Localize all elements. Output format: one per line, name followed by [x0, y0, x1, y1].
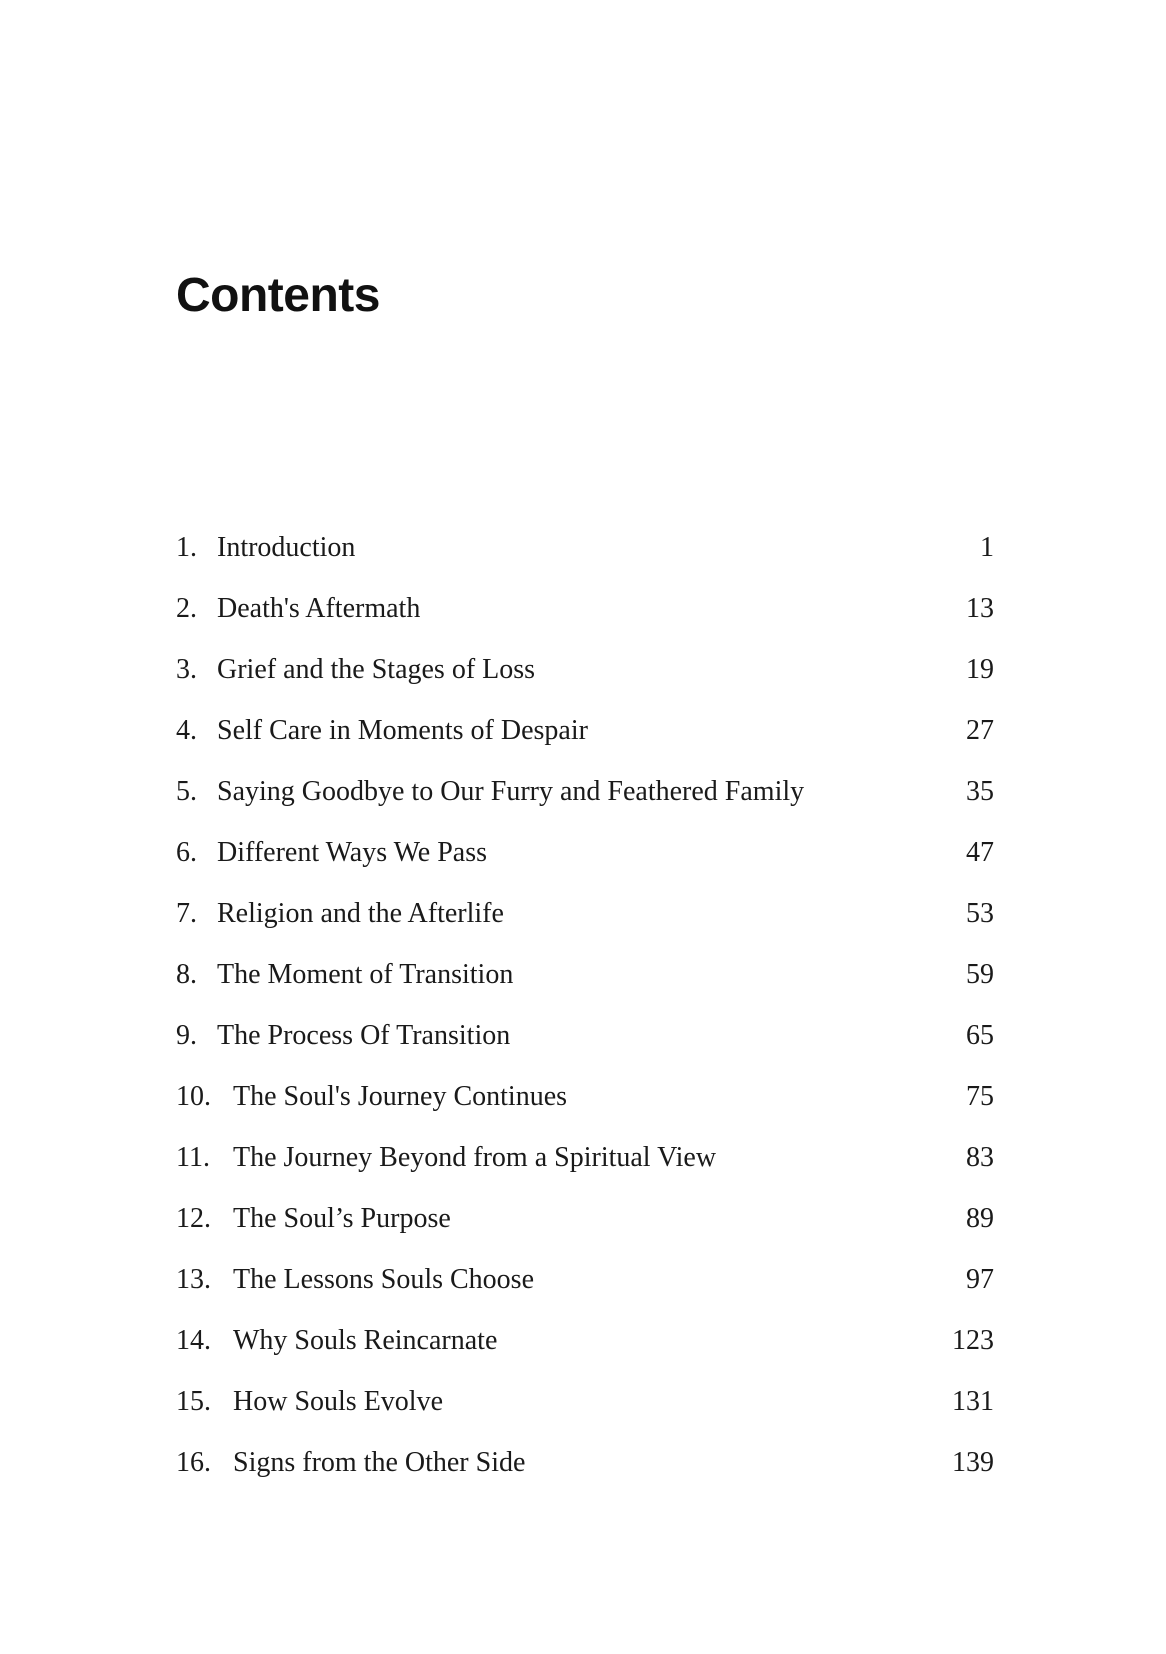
toc-entry-number: 11. — [176, 1142, 210, 1173]
toc-entry-page: 53 — [966, 898, 994, 929]
toc-entry-title: Grief and the Stages of Loss — [217, 654, 536, 685]
toc-entry-page: 27 — [966, 715, 994, 746]
toc-entry-number: 1. — [176, 532, 197, 563]
toc-entry-page: 19 — [966, 654, 994, 685]
toc-entry-number: 10. — [176, 1081, 211, 1112]
toc-entry-6 — [176, 835, 994, 896]
toc-entry-1 — [176, 530, 994, 591]
toc-entry-number: 5. — [176, 776, 197, 807]
toc-entry-title: The Soul’s Purpose — [233, 1203, 451, 1234]
toc-entry-11 — [176, 1140, 994, 1201]
toc-entry-number: 4. — [176, 715, 197, 746]
toc-entry-title: Religion and the Afterlife — [217, 898, 504, 929]
toc-entry-number: 9. — [176, 1020, 197, 1051]
toc-entry-title: Saying Goodbye to Our Furry and Feathered Family — [217, 776, 805, 807]
toc-entry-page: 131 — [952, 1386, 994, 1417]
toc-entry-8 — [176, 957, 994, 1018]
toc-entry-2 — [176, 591, 994, 652]
toc-entry-title: Introduction — [217, 532, 356, 563]
toc-entry-number: 6. — [176, 837, 197, 868]
toc-entry-title: The Moment of Transition — [217, 959, 514, 990]
toc-entry-number: 3. — [176, 654, 197, 685]
toc-entry-16 — [176, 1445, 994, 1506]
toc-entry-title: Why Souls Reincarnate — [233, 1325, 498, 1356]
toc-entry-page: 97 — [966, 1264, 994, 1295]
toc-entry-title: The Lessons Souls Choose — [233, 1264, 534, 1295]
toc-entry-page: 65 — [966, 1020, 994, 1051]
toc-entry-12 — [176, 1201, 994, 1262]
table-of-contents — [176, 530, 994, 1506]
toc-entry-number: 15. — [176, 1386, 211, 1417]
toc-entry-3 — [176, 652, 994, 713]
toc-entry-number: 8. — [176, 959, 197, 990]
toc-entry-number: 16. — [176, 1447, 211, 1478]
toc-entry-page: 89 — [966, 1203, 994, 1234]
toc-entry-page: 75 — [966, 1081, 994, 1112]
toc-entry-page: 83 — [966, 1142, 994, 1173]
toc-entry-number: 12. — [176, 1203, 211, 1234]
toc-entry-page: 123 — [952, 1325, 994, 1356]
toc-entry-9 — [176, 1018, 994, 1079]
toc-entry-page: 13 — [966, 593, 994, 624]
toc-entry-10 — [176, 1079, 994, 1140]
toc-entry-4 — [176, 713, 994, 774]
toc-entry-title: The Soul's Journey Continues — [233, 1081, 568, 1112]
toc-entry-14 — [176, 1323, 994, 1384]
toc-entry-title: Death's Aftermath — [217, 593, 421, 624]
toc-entry-title: Different Ways We Pass — [217, 837, 488, 868]
toc-entry-title: Self Care in Moments of Despair — [217, 715, 588, 746]
toc-entry-page: 59 — [966, 959, 994, 990]
toc-entry-number: 2. — [176, 593, 197, 624]
toc-entry-page: 1 — [980, 532, 994, 563]
toc-entry-title: The Journey Beyond from a Spiritual View — [233, 1142, 717, 1173]
toc-entry-number: 13. — [176, 1264, 211, 1295]
toc-entry-title: The Process Of Transition — [217, 1020, 511, 1051]
toc-entry-number: 7. — [176, 898, 197, 929]
toc-entry-page: 35 — [966, 776, 994, 807]
page-title: Contents — [176, 269, 380, 322]
toc-entry-page: 47 — [966, 837, 994, 868]
toc-entry-7 — [176, 896, 994, 957]
toc-entry-13 — [176, 1262, 994, 1323]
toc-entry-page: 139 — [952, 1447, 994, 1478]
toc-entry-5 — [176, 774, 994, 835]
toc-entry-15 — [176, 1384, 994, 1445]
toc-entry-title: How Souls Evolve — [233, 1386, 443, 1417]
toc-entry-number: 14. — [176, 1325, 211, 1356]
toc-entry-title: Signs from the Other Side — [233, 1447, 526, 1478]
